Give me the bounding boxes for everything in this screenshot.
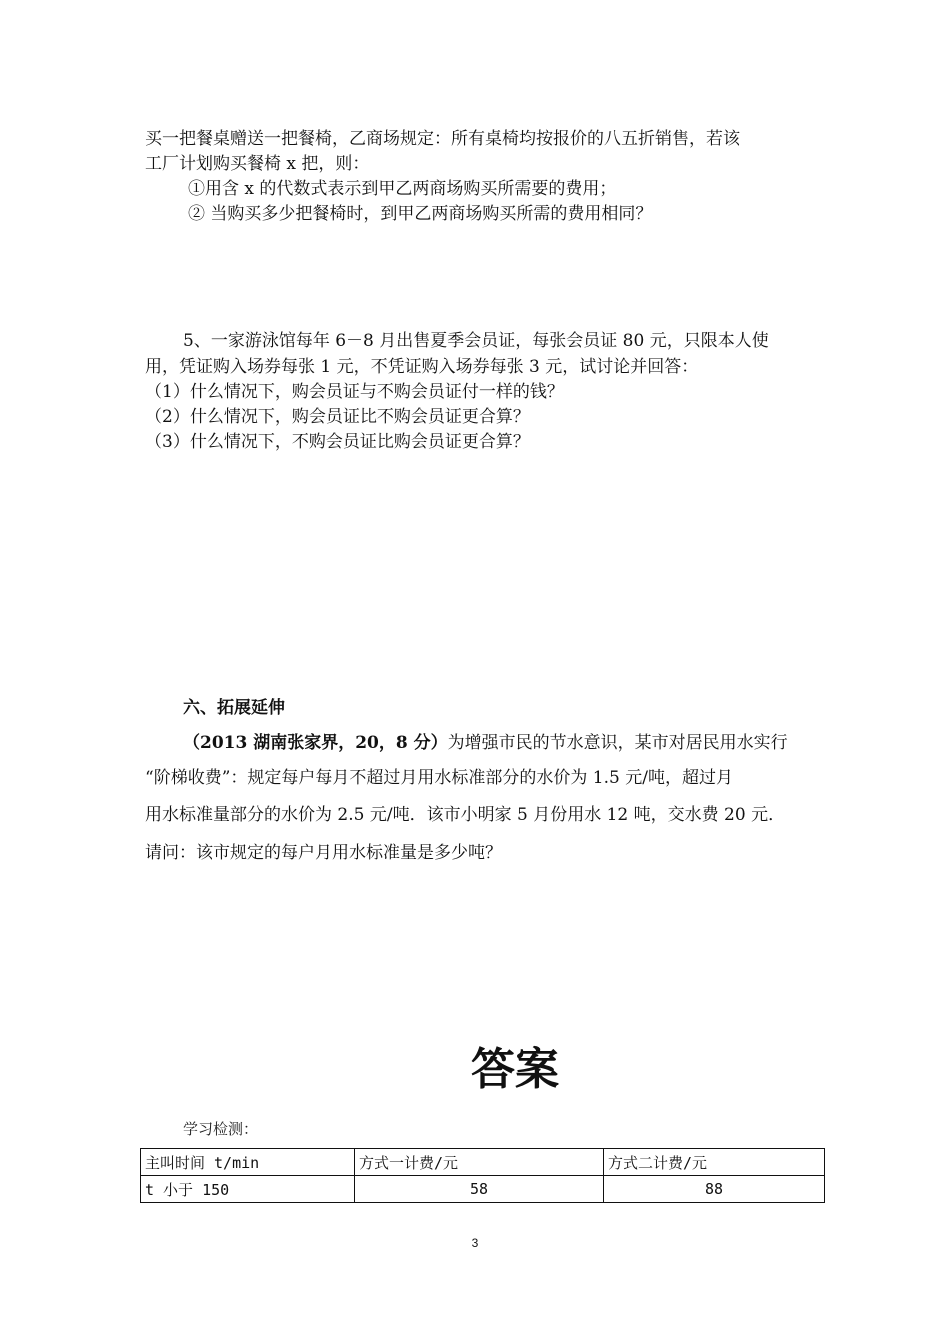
- section-6-line-3: 用水标准量部分的水价为 2.5 元/吨．该市小明家 5 月份用水 12 吨，交水费 20 元．: [145, 805, 786, 825]
- problem-source: （2013 湖南张家界，20，8 分）: [183, 733, 448, 753]
- q5-line-1: 5、一家游泳馆每年 6－8 月出售夏季会员证，每张会员证 80 元，只限本人使: [183, 331, 769, 351]
- q4-sub-2: ② 当购买多少把餐椅时，到甲乙两商场购买所需的费用相同？: [188, 204, 653, 224]
- section-6-line-1: [183, 732, 788, 754]
- section-6-line-4: 请问：该市规定的每户月用水标准量是多少吨？: [145, 843, 502, 863]
- answers-table: [140, 1148, 825, 1203]
- table-cell: 88: [604, 1176, 825, 1203]
- table-cell: 58: [355, 1176, 604, 1203]
- q5-part-1: （1）什么情况下，购会员证与不购会员证付一样的钱？: [145, 382, 564, 402]
- section-6-heading: 六、拓展延伸: [183, 698, 285, 718]
- q4-sub-1: ①用含 x 的代数式表示到甲乙两商场购买所需要的费用；: [188, 179, 617, 199]
- q4-line-2: 工厂计划购买餐椅 x 把，则：: [145, 154, 370, 174]
- table-cell: t 小于 150: [141, 1176, 355, 1203]
- page-number: 3: [471, 1236, 479, 1250]
- q4-line-1: 买一把餐桌赠送一把餐椅，乙商场规定：所有桌椅均按报价的八五折销售，若该: [145, 129, 740, 149]
- table-header-cell: 方式一计费/元: [355, 1149, 604, 1176]
- q5-part-3: （3）什么情况下，不购会员证比购会员证更合算？: [145, 432, 530, 452]
- table-header-cell: 主叫时间 t/min: [141, 1149, 355, 1176]
- table-header-row: [141, 1149, 825, 1176]
- q5-part-2: （2）什么情况下，购会员证比不购会员证更合算？: [145, 407, 530, 427]
- q5-line-2: 用，凭证购入场券每张 1 元，不凭证购入场券每张 3 元，试讨论并回答：: [145, 357, 699, 377]
- section-6-line-2: “阶梯收费”：规定每户每月不超过月用水标准部分的水价为 1.5 元/吨，超过月: [145, 768, 733, 788]
- answers-title: 答案: [471, 1044, 559, 1095]
- section-6-line-1-text: 为增强市民的节水意识，某市对居民用水实行: [447, 733, 788, 753]
- answers-label: 学习检测：: [183, 1120, 259, 1138]
- table-row: [141, 1176, 825, 1203]
- table-header-cell: 方式二计费/元: [604, 1149, 825, 1176]
